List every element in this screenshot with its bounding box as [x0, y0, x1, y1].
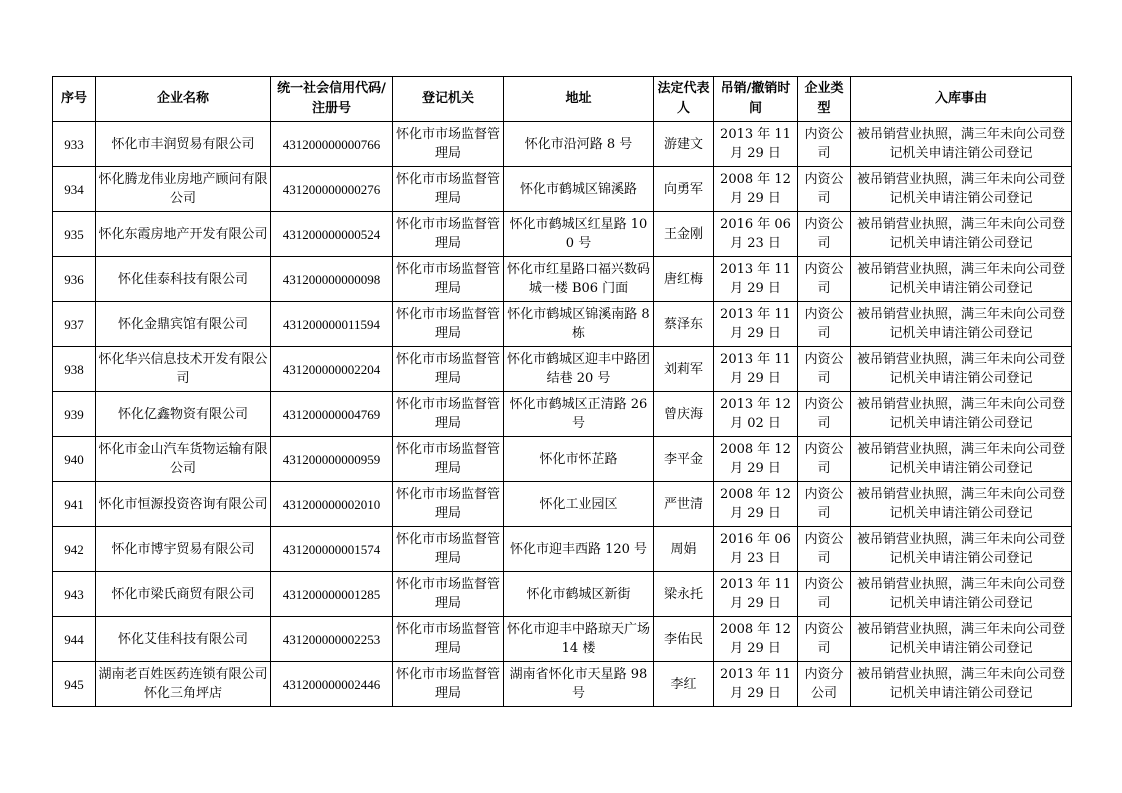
- registration-authority-cell: 怀化市市场监督管理局: [393, 572, 504, 617]
- header-revocation-date: 吊销/撤销时间: [714, 77, 798, 122]
- serial-number-cell: 941: [53, 482, 96, 527]
- company-name-cell: 怀化金鼎宾馆有限公司: [96, 302, 271, 347]
- address-cell: 怀化市鹤城区锦溪南路 8 栋: [504, 302, 654, 347]
- serial-number-cell: 939: [53, 392, 96, 437]
- company-type-cell: 内资公司: [798, 257, 851, 302]
- table-row: [53, 662, 1072, 707]
- header-registration-authority: 登记机关: [393, 77, 504, 122]
- reason-cell: 被吊销营业执照，满三年未向公司登记机关申请注销公司登记: [851, 437, 1072, 482]
- legal-representative-cell: 向勇军: [654, 167, 714, 212]
- address-cell: 怀化市迎丰西路 120 号: [504, 527, 654, 572]
- legal-representative-cell: 周娟: [654, 527, 714, 572]
- revocation-date-cell: 2008 年 12 月 29 日: [714, 167, 798, 212]
- header-company-type: 企业类型: [798, 77, 851, 122]
- table-row: [53, 392, 1072, 437]
- address-cell: 怀化市鹤城区迎丰中路团结巷 20 号: [504, 347, 654, 392]
- legal-representative-cell: 曾庆海: [654, 392, 714, 437]
- reason-cell: 被吊销营业执照，满三年未向公司登记机关申请注销公司登记: [851, 617, 1072, 662]
- revocation-date-cell: 2013 年 12 月 02 日: [714, 392, 798, 437]
- table-row: [53, 527, 1072, 572]
- address-cell: 怀化市怀芷路: [504, 437, 654, 482]
- address-cell: 湖南省怀化市天星路 98 号: [504, 662, 654, 707]
- reason-cell: 被吊销营业执照，满三年未向公司登记机关申请注销公司登记: [851, 302, 1072, 347]
- address-cell: 怀化市沿河路 8 号: [504, 122, 654, 167]
- registration-authority-cell: 怀化市市场监督管理局: [393, 302, 504, 347]
- company-name-cell: 湖南老百姓医药连锁有限公司怀化三角坪店: [96, 662, 271, 707]
- registration-authority-cell: 怀化市市场监督管理局: [393, 437, 504, 482]
- company-name-cell: 怀化市恒源投资咨询有限公司: [96, 482, 271, 527]
- header-company-name: 企业名称: [96, 77, 271, 122]
- serial-number-cell: 936: [53, 257, 96, 302]
- reason-cell: 被吊销营业执照，满三年未向公司登记机关申请注销公司登记: [851, 257, 1072, 302]
- revocation-date-cell: 2008 年 12 月 29 日: [714, 482, 798, 527]
- company-type-cell: 内资公司: [798, 572, 851, 617]
- address-cell: 怀化工业园区: [504, 482, 654, 527]
- company-name-cell: 怀化佳泰科技有限公司: [96, 257, 271, 302]
- registration-authority-cell: 怀化市市场监督管理局: [393, 257, 504, 302]
- company-name-cell: 怀化腾龙伟业房地产顾问有限公司: [96, 167, 271, 212]
- serial-number-cell: 934: [53, 167, 96, 212]
- company-type-cell: 内资分公司: [798, 662, 851, 707]
- credit-code-cell: 431200000001285: [271, 572, 393, 617]
- table-row: [53, 302, 1072, 347]
- credit-code-cell: 431200000000766: [271, 122, 393, 167]
- reason-cell: 被吊销营业执照，满三年未向公司登记机关申请注销公司登记: [851, 392, 1072, 437]
- credit-code-cell: 431200000000098: [271, 257, 393, 302]
- revoked-enterprise-table: [52, 76, 1072, 707]
- serial-number-cell: 938: [53, 347, 96, 392]
- revocation-date-cell: 2008 年 12 月 29 日: [714, 617, 798, 662]
- company-type-cell: 内资公司: [798, 302, 851, 347]
- reason-cell: 被吊销营业执照，满三年未向公司登记机关申请注销公司登记: [851, 527, 1072, 572]
- table-row: [53, 167, 1072, 212]
- legal-representative-cell: 李平金: [654, 437, 714, 482]
- credit-code-cell: 431200000002204: [271, 347, 393, 392]
- legal-representative-cell: 李佑民: [654, 617, 714, 662]
- header-reason: 入库事由: [851, 77, 1072, 122]
- legal-representative-cell: 李红: [654, 662, 714, 707]
- registration-authority-cell: 怀化市市场监督管理局: [393, 392, 504, 437]
- address-cell: 怀化市鹤城区锦溪路: [504, 167, 654, 212]
- serial-number-cell: 935: [53, 212, 96, 257]
- registration-authority-cell: 怀化市市场监督管理局: [393, 122, 504, 167]
- header-address: 地址: [504, 77, 654, 122]
- company-name-cell: 怀化市金山汽车货物运输有限公司: [96, 437, 271, 482]
- credit-code-cell: 431200000000524: [271, 212, 393, 257]
- company-name-cell: 怀化东霞房地产开发有限公司: [96, 212, 271, 257]
- reason-cell: 被吊销营业执照，满三年未向公司登记机关申请注销公司登记: [851, 662, 1072, 707]
- revocation-date-cell: 2013 年 11 月 29 日: [714, 662, 798, 707]
- address-cell: 怀化市鹤城区新街: [504, 572, 654, 617]
- serial-number-cell: 944: [53, 617, 96, 662]
- registration-authority-cell: 怀化市市场监督管理局: [393, 527, 504, 572]
- credit-code-cell: 431200000000276: [271, 167, 393, 212]
- company-type-cell: 内资公司: [798, 347, 851, 392]
- credit-code-cell: 431200000011594: [271, 302, 393, 347]
- serial-number-cell: 933: [53, 122, 96, 167]
- registration-authority-cell: 怀化市市场监督管理局: [393, 167, 504, 212]
- revocation-date-cell: 2016 年 06 月 23 日: [714, 212, 798, 257]
- legal-representative-cell: 梁永托: [654, 572, 714, 617]
- serial-number-cell: 943: [53, 572, 96, 617]
- serial-number-cell: 937: [53, 302, 96, 347]
- table-row: [53, 617, 1072, 662]
- company-type-cell: 内资公司: [798, 212, 851, 257]
- table-body: [53, 122, 1072, 707]
- header-legal-representative: 法定代表人: [654, 77, 714, 122]
- company-type-cell: 内资公司: [798, 437, 851, 482]
- revocation-date-cell: 2013 年 11 月 29 日: [714, 122, 798, 167]
- registration-authority-cell: 怀化市市场监督管理局: [393, 482, 504, 527]
- header-serial-number: 序号: [53, 77, 96, 122]
- company-type-cell: 内资公司: [798, 167, 851, 212]
- legal-representative-cell: 刘莉军: [654, 347, 714, 392]
- revocation-date-cell: 2013 年 11 月 29 日: [714, 347, 798, 392]
- credit-code-cell: 431200000002010: [271, 482, 393, 527]
- reason-cell: 被吊销营业执照，满三年未向公司登记机关申请注销公司登记: [851, 482, 1072, 527]
- legal-representative-cell: 王金刚: [654, 212, 714, 257]
- registration-authority-cell: 怀化市市场监督管理局: [393, 617, 504, 662]
- company-type-cell: 内资公司: [798, 122, 851, 167]
- serial-number-cell: 942: [53, 527, 96, 572]
- address-cell: 怀化市红星路口福兴数码城一楼 B06 门面: [504, 257, 654, 302]
- credit-code-cell: 431200000000959: [271, 437, 393, 482]
- revocation-date-cell: 2013 年 11 月 29 日: [714, 572, 798, 617]
- legal-representative-cell: 严世清: [654, 482, 714, 527]
- reason-cell: 被吊销营业执照，满三年未向公司登记机关申请注销公司登记: [851, 122, 1072, 167]
- address-cell: 怀化市迎丰中路琼天广场 14 楼: [504, 617, 654, 662]
- legal-representative-cell: 游建文: [654, 122, 714, 167]
- registration-authority-cell: 怀化市市场监督管理局: [393, 347, 504, 392]
- header-credit-code: 统一社会信用代码/注册号: [271, 77, 393, 122]
- reason-cell: 被吊销营业执照，满三年未向公司登记机关申请注销公司登记: [851, 212, 1072, 257]
- revocation-date-cell: 2008 年 12 月 29 日: [714, 437, 798, 482]
- table-header-row: [53, 77, 1072, 122]
- address-cell: 怀化市鹤城区正清路 26 号: [504, 392, 654, 437]
- table-row: [53, 482, 1072, 527]
- company-name-cell: 怀化市博宇贸易有限公司: [96, 527, 271, 572]
- registration-authority-cell: 怀化市市场监督管理局: [393, 212, 504, 257]
- company-type-cell: 内资公司: [798, 617, 851, 662]
- company-type-cell: 内资公司: [798, 392, 851, 437]
- table-row: [53, 212, 1072, 257]
- registration-authority-cell: 怀化市市场监督管理局: [393, 662, 504, 707]
- company-name-cell: 怀化华兴信息技术开发有限公司: [96, 347, 271, 392]
- table-row: [53, 257, 1072, 302]
- table-row: [53, 572, 1072, 617]
- table-row: [53, 347, 1072, 392]
- address-cell: 怀化市鹤城区红星路 100 号: [504, 212, 654, 257]
- table-row: [53, 437, 1072, 482]
- table-row: [53, 122, 1072, 167]
- company-name-cell: 怀化艾佳科技有限公司: [96, 617, 271, 662]
- company-name-cell: 怀化亿鑫物资有限公司: [96, 392, 271, 437]
- serial-number-cell: 940: [53, 437, 96, 482]
- reason-cell: 被吊销营业执照，满三年未向公司登记机关申请注销公司登记: [851, 347, 1072, 392]
- credit-code-cell: 431200000002253: [271, 617, 393, 662]
- legal-representative-cell: 蔡泽东: [654, 302, 714, 347]
- credit-code-cell: 431200000001574: [271, 527, 393, 572]
- reason-cell: 被吊销营业执照，满三年未向公司登记机关申请注销公司登记: [851, 167, 1072, 212]
- company-name-cell: 怀化市梁氏商贸有限公司: [96, 572, 271, 617]
- company-type-cell: 内资公司: [798, 527, 851, 572]
- serial-number-cell: 945: [53, 662, 96, 707]
- revocation-date-cell: 2016 年 06 月 23 日: [714, 527, 798, 572]
- revocation-date-cell: 2013 年 11 月 29 日: [714, 257, 798, 302]
- reason-cell: 被吊销营业执照，满三年未向公司登记机关申请注销公司登记: [851, 572, 1072, 617]
- revocation-date-cell: 2013 年 11 月 29 日: [714, 302, 798, 347]
- company-name-cell: 怀化市丰润贸易有限公司: [96, 122, 271, 167]
- credit-code-cell: 431200000002446: [271, 662, 393, 707]
- company-type-cell: 内资公司: [798, 482, 851, 527]
- credit-code-cell: 431200000004769: [271, 392, 393, 437]
- legal-representative-cell: 唐红梅: [654, 257, 714, 302]
